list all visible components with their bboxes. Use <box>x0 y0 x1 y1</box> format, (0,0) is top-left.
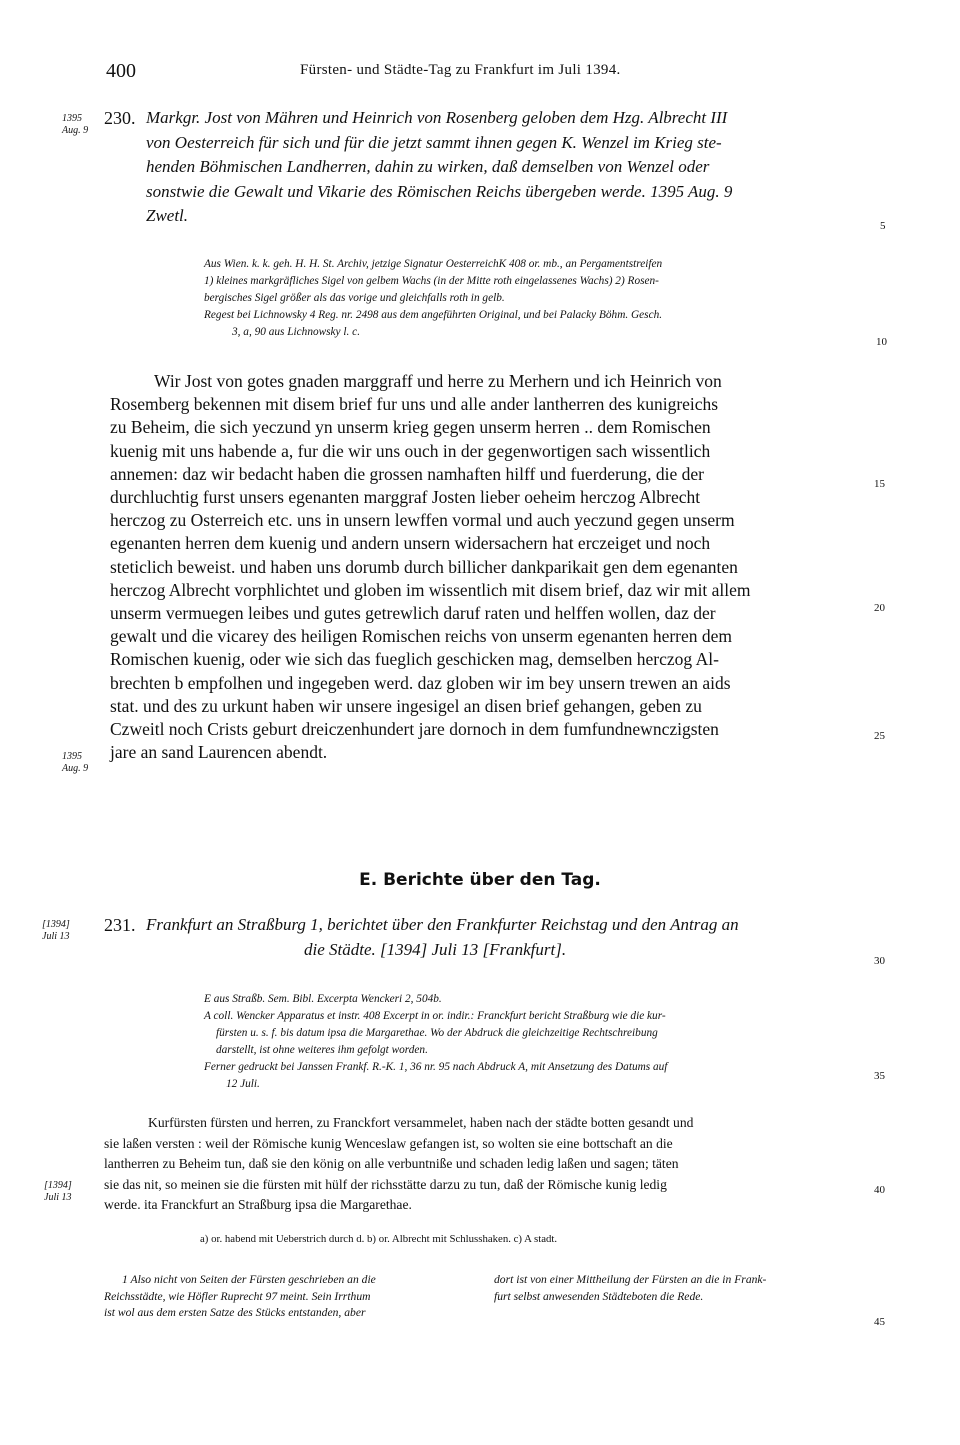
margin-date-day: Juli 13 <box>44 1192 72 1203</box>
line-number: 15 <box>874 478 885 490</box>
heading-line: Zwetl. <box>146 206 189 225</box>
body-line: unserm vermuegen leibes und gutes getrewlich daruf raten und helffen wollen, daz der <box>110 603 716 624</box>
heading-line: von Oesterreich für sich und für die jetzt sammt ihnen gegen K. Wenzel im Krieg ste- <box>146 132 722 152</box>
document-number-230: 230. <box>104 108 136 128</box>
end-margin-date-231 <box>44 1180 72 1204</box>
heading-line: henden Böhmischen Landherren, dahin zu wirken, daß demselben von Wenzel oder <box>146 157 710 176</box>
document-heading-230 <box>146 106 732 229</box>
line-number: 40 <box>874 1184 885 1196</box>
end-margin-date-230 <box>62 751 88 775</box>
body-line: sie das nit, so meinen sie die fürsten mit hülf der richsstätte darzu zu tun, daß der Römische kunig ledig <box>104 1176 667 1192</box>
margin-date-year: 1395 <box>62 751 82 762</box>
footnote-right <box>494 1272 766 1305</box>
source-note-231 <box>204 991 667 1093</box>
document-body-230 <box>110 370 751 764</box>
body-line: lantherren zu Beheim tun, daß sie den könig on alle verbuntniße und schaden ledig laßen und sagen; täten <box>104 1156 679 1171</box>
body-line: herczog Albrecht vorphlichtet und globen im wissentlich mit disem brief, daz wir mit allem <box>110 579 751 600</box>
body-line: annemen: daz wir bedacht haben die grossen namhaften hilff und fuerderung, die der <box>110 463 704 484</box>
heading-line: sonstwie die Gewalt und Vikarie des Römischen Reichs übergeben werde. 1395 Aug. 9 <box>146 181 733 201</box>
heading-line: die Städte. [1394] Juli 13 [Frankfurt]. <box>304 939 567 959</box>
source-line: bergisches Sigel größer als das vorige und gleichfalls roth in gelb. <box>204 292 505 304</box>
body-line: brechten b empfolhen und ingegeben werd. daz globen wir im bey unsern trewen an aids <box>110 672 731 693</box>
line-number: 10 <box>876 336 887 348</box>
margin-date-230 <box>62 113 88 137</box>
body-line: herczog zu Osterreich etc. uns in unsern lewffen vormal und auch yeczund gegen unserm <box>110 510 735 531</box>
source-line: Regest bei Lichnowsky 4 Reg. nr. 2498 aus dem angeführten Original, und bei Palacky Böhm. Gesch. <box>204 309 663 321</box>
footnote-line: dort ist von einer Mittheilung der Fürsten an die in Frank- <box>494 1273 767 1286</box>
body-line: Wir Jost von gotes gnaden marggraff und herre zu Merhern und ich Heinrich von <box>154 371 722 391</box>
body-line: steticlich beweist. und haben uns dorumb durch billicher dankparikait gen dem egenanten <box>110 556 738 577</box>
body-line: stat. und des zu urkunt haben wir unsere ingesigel an disen brief gehangen, geben zu <box>110 695 702 716</box>
margin-date-231 <box>42 919 70 943</box>
line-number: 5 <box>880 220 886 232</box>
document-number-231: 231. <box>104 915 136 935</box>
body-line: Romischen kuenig, oder wie sich das fueglich geschicken mag, demselben herczog Al- <box>110 649 719 670</box>
body-line: sie laßen versten : weil der Römische kunig Wenceslaw gefangen ist, so wolten sie eine bottschaft an die <box>104 1135 673 1151</box>
source-line: darstellt, ist ohne weiteres ihm gefolgt worden. <box>216 1044 428 1056</box>
source-line: fürsten u. s. f. bis datum ipsa die Margarethae. Wo der Abdruck die gleichzeitige Rechtschreibung <box>216 1027 658 1039</box>
footnote-line: Reichsstädte, wie Höfler Ruprecht 97 meint. Sein Irrthum <box>104 1289 371 1303</box>
source-line: 1) kleines markgräfliches Sigel von gelbem Wachs (in der Mitte roth eingelassenes Wachs) 2) Rosen- <box>204 275 659 287</box>
heading-line: Frankfurt an Straßburg 1, berichtet über den Frankfurter Reichstag und den Antrag an <box>146 915 739 934</box>
body-line: Kurfürsten fürsten und herren, zu Franckfort versammelet, haben nach der städte botten gesandt und <box>148 1115 694 1130</box>
line-number: 45 <box>874 1316 885 1328</box>
footnote-line: 1 Also nicht von Seiten der Fürsten geschrieben an die <box>122 1273 376 1286</box>
body-line: kuenig mit uns habende a, fur die wir uns ouch in der gegenwortigen sach wissentlich <box>110 440 711 461</box>
margin-date-day: Juli 13 <box>42 931 70 942</box>
margin-date-year: 1395 <box>62 113 82 124</box>
source-line: A coll. Wencker Apparatus et instr. 408 Excerpt in or. indir.: Franckfurt bericht Straßburg wie die kur- <box>204 1010 666 1022</box>
line-number: 20 <box>874 602 885 614</box>
body-line: jare an sand Laurencen abendt. <box>110 742 328 763</box>
body-line: Czweitl noch Crists geburt dreiczenhundert jare dornoch in dem fumfundnewnczigsten <box>110 719 719 740</box>
body-line: zu Beheim, die sich yeczund yn unserm krieg gegen unserm herren .. dem Romischen <box>110 417 711 438</box>
source-line: Ferner gedruckt bei Janssen Frankf. R.-K. 1, 36 nr. 95 nach Abdruck A, mit Ansetzung des Datums auf <box>204 1061 668 1073</box>
running-title: Fürsten- und Städte-Tag zu Frankfurt im Juli 1394. <box>300 62 621 78</box>
source-line: E aus Straßb. Sem. Bibl. Excerpta Wenckeri 2, 504b. <box>204 993 442 1005</box>
body-line: gewalt und die vicarey des heiligen Romischen reichs von unserm egenanten herren dem <box>110 626 733 647</box>
line-number: 30 <box>874 955 885 967</box>
body-line: Rosemberg bekennen mit disem brief fur uns und alle ander lantherren des kunigreichs <box>110 394 719 415</box>
margin-date-day: Aug. 9 <box>62 125 89 136</box>
critical-notes: a) or. habend mit Ueberstrich durch d. b) or. Albrecht mit Schlusshaken. c) A stadt. <box>200 1233 558 1245</box>
heading-line: Markgr. Jost von Mähren und Heinrich von Rosenberg geloben dem Hzg. Albrecht III <box>146 108 728 127</box>
footnote-line: ist wol aus dem ersten Satze des Stücks entstanden, aber <box>104 1306 366 1319</box>
margin-date-year: [1394] <box>42 919 70 930</box>
section-title: E. Berichte über den Tag. <box>359 870 601 890</box>
margin-date-day: Aug. 9 <box>62 763 89 774</box>
line-number: 25 <box>874 730 885 742</box>
footnote-line: furt selbst anwesenden Städteboten die Rede. <box>494 1289 704 1303</box>
source-note-230 <box>204 256 662 341</box>
source-line: 12 Juli. <box>226 1078 260 1090</box>
body-line: werde. ita Franckfurt an Straßburg ipsa die Margarethae. <box>104 1197 412 1212</box>
page-number: 400 <box>106 60 136 82</box>
line-number: 35 <box>874 1070 885 1082</box>
body-line: durchluchtig furst unsers egenanten marggraf Josten lieber oeheim herczog Albrecht <box>110 487 701 508</box>
body-line: egenanten herren dem kuenig und andern unsern widersachern hat erczeiget und noch <box>110 533 711 554</box>
document-body-231 <box>104 1113 693 1216</box>
footnote-left <box>104 1272 376 1322</box>
margin-date-year: [1394] <box>44 1180 72 1191</box>
source-line: Aus Wien. k. k. geh. H. H. St. Archiv, jetzige Signatur OesterreichK 408 or. mb., an Pergamentstreifen <box>204 258 663 270</box>
document-heading-231 <box>146 913 739 962</box>
source-line: 3, a, 90 aus Lichnowsky l. c. <box>232 326 361 338</box>
